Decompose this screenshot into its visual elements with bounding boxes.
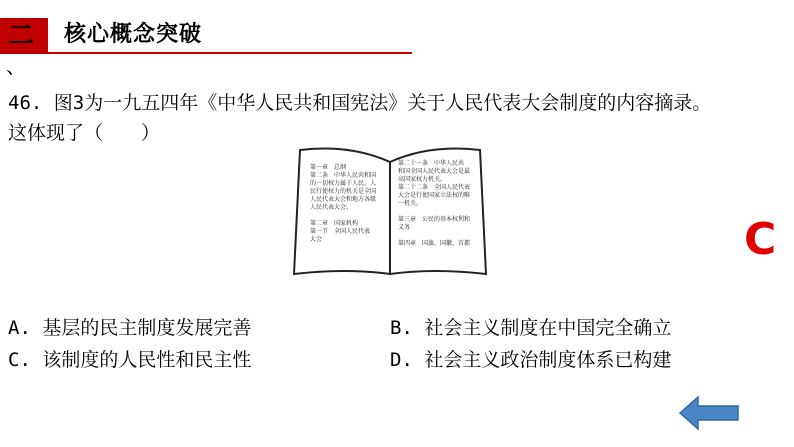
book-line: 一机关。 xyxy=(398,200,423,207)
option-c[interactable]: C. 该制度的人民性和民主性 xyxy=(8,349,252,371)
book-line: 第二章 国家机构 xyxy=(310,220,359,227)
book-line: 第四章 国旗、国徽、首都 xyxy=(398,240,471,247)
book-line: 第二条 中华人民共和国 xyxy=(310,172,377,179)
question-line-2: 这体现了（ ） xyxy=(8,122,161,144)
question-text xyxy=(8,88,792,148)
left-arrow-icon xyxy=(678,395,740,431)
book-line: 第三章 公民的基本权利和 xyxy=(398,216,471,223)
book-line: 大会是行使国家立法权的唯 xyxy=(398,192,471,199)
section-number: 二 xyxy=(8,21,35,51)
book-line: 人民代表大会。 xyxy=(310,204,353,211)
section-dun: 、 xyxy=(6,54,26,78)
option-a[interactable]: A. 基层的民主制度发展完善 xyxy=(8,317,252,339)
book-line: 民行使权力的机关是全国 xyxy=(310,188,377,195)
book-line: 和国全国人民代表大会是最 xyxy=(398,168,471,175)
answer-label: C xyxy=(744,214,777,265)
book-line: 义务 xyxy=(398,224,411,231)
book-line xyxy=(398,208,476,216)
book-right-page xyxy=(398,160,476,248)
back-button[interactable] xyxy=(678,395,740,431)
book-line: 第二十二条 全国人民代表 xyxy=(398,184,471,191)
book-line: 第一节 全国人民代表 xyxy=(310,228,371,235)
book-line: 大会 xyxy=(310,236,323,243)
book-illustration xyxy=(290,140,490,280)
book-line: 第一章 总纲 xyxy=(310,164,347,171)
option-b[interactable]: B. 社会主义制度在中国完全确立 xyxy=(390,317,672,339)
book-line xyxy=(310,212,382,220)
book-line: 第二十一条 中华人民共 xyxy=(398,160,465,167)
book-line: 高国家权力机关。 xyxy=(398,176,447,183)
question-line-1: 46. 图3为一九五四年《中华人民共和国宪法》关于人民代表大会制度的内容摘录。 xyxy=(8,92,712,114)
book-left-page xyxy=(310,164,382,244)
book-line xyxy=(398,232,476,240)
option-d[interactable]: D. 社会主义政治制度体系已构建 xyxy=(390,349,672,371)
header-divider xyxy=(48,52,412,54)
book-line: 的一切权力属于人民。人 xyxy=(310,180,377,187)
section-title: 核心概念突破 xyxy=(64,22,203,47)
book-line: 人民代表大会和地方各级 xyxy=(310,196,377,203)
